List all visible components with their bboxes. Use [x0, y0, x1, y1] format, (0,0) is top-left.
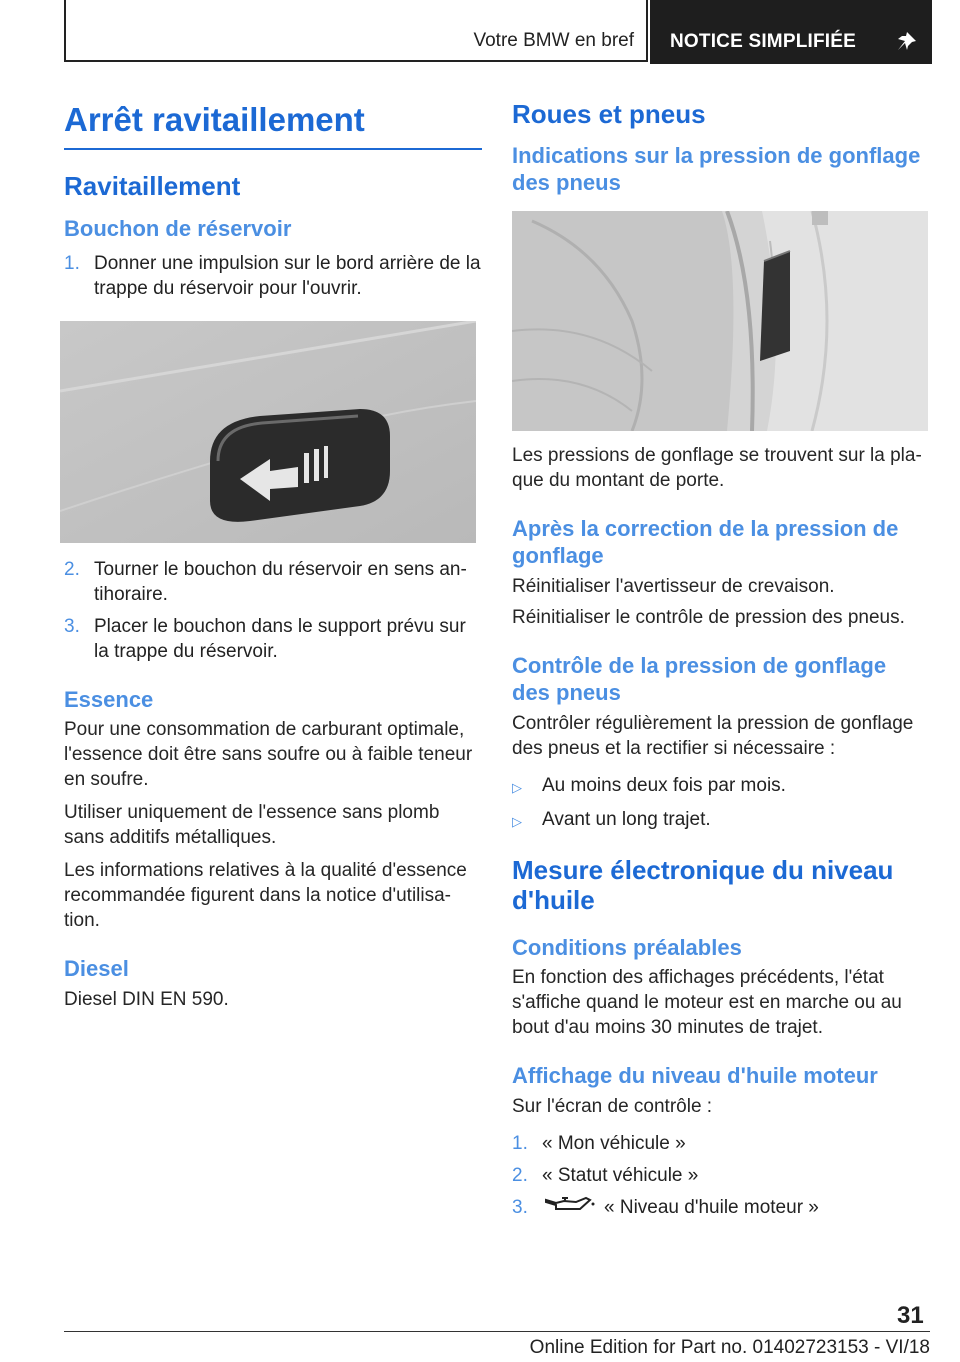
heading-controle: Contrôle de la pression de gonflage des pneus: [512, 652, 887, 706]
list-item: [64, 251, 482, 301]
oil-can-icon: [542, 1195, 596, 1215]
title-block: [64, 100, 482, 150]
page-title: Arrêt ravitaillement: [64, 101, 365, 138]
step-text: Tourner le bouchon du réservoir en sens an-tihoraire.: [94, 558, 467, 605]
step-text: « Niveau d'huile moteur »: [604, 1196, 819, 1218]
list-item: [512, 1195, 930, 1220]
list-item: [512, 1163, 930, 1188]
step-number: 3.: [64, 615, 80, 637]
essence-paragraph-2: Utiliser uniquement de l'essence sans plomb sans additifs métalliques.: [64, 802, 440, 849]
bullet-text: Au moins deux fois par mois.: [542, 774, 786, 796]
heading-affichage: Affichage du niveau d'huile moteur: [512, 1063, 878, 1089]
apres-paragraph-2: Réinitialiser le contrôle de pression des pneus.: [512, 606, 905, 628]
conditions-paragraph: En fonction des affichages précédents, l'état s'affiche quand le moteur est en marche ou au bout d'au moins 30 minutes de trajet.: [512, 967, 902, 1039]
list-item: [512, 1131, 930, 1156]
heading-bouchon: Bouchon de réservoir: [64, 216, 292, 242]
indications-paragraph: Les pressions de gonflage se trouvent sur la pla-que du montant de porte.: [512, 444, 922, 491]
step-text: « Mon véhicule »: [542, 1132, 686, 1154]
step-number: 2.: [64, 558, 80, 580]
diesel-paragraph: Diesel DIN EN 590.: [64, 988, 229, 1010]
header-chapter-tab: [650, 0, 932, 64]
heading-indications: Indications sur la pression de gonflage des pneus: [512, 142, 921, 196]
heading-ravitaillement: Ravitaillement: [64, 170, 241, 201]
list-item: [512, 773, 930, 800]
list-item: [512, 807, 930, 834]
controle-paragraph: Contrôler régulièrement la pression de gonflage des pneus et la rectifier si nécessaire :: [512, 712, 914, 759]
heading-essence: Essence: [64, 686, 154, 712]
controle-bullet-list: [512, 773, 930, 834]
right-column: [512, 100, 930, 1227]
header-section-label: Votre BMW en bref: [473, 30, 634, 51]
pin-icon: [896, 30, 918, 52]
step-number: 1.: [512, 1132, 528, 1154]
essence-paragraph-3: Les informations relatives à la qualité d'essence recommandée figurent dans la notice d'utilisa-tion.: [64, 860, 467, 932]
page-number: 31: [897, 1302, 924, 1329]
affichage-paragraph: Sur l'écran de contrôle :: [512, 1095, 713, 1117]
heading-apres: Après la correction de la pression de gonflage: [512, 515, 899, 569]
page-header: [64, 0, 932, 64]
triangle-bullet-icon: ▷: [512, 779, 522, 795]
door-pillar-photo: [512, 211, 928, 431]
left-column: [64, 100, 482, 1012]
essence-paragraph-1: Pour une consommation de carburant optimale, l'essence doit être sans soufre ou à faible teneur en soufre.: [64, 719, 473, 791]
affichage-steps-list: [512, 1131, 930, 1220]
heading-mesure: Mesure électronique du niveau d'huile: [512, 854, 894, 915]
step-text: Placer le bouchon dans le support prévu sur la trappe du réservoir.: [94, 615, 466, 662]
heading-diesel: Diesel: [64, 956, 129, 982]
step-number: 3.: [512, 1196, 528, 1218]
step-number: 1.: [64, 252, 80, 274]
footer-divider: [64, 1331, 930, 1332]
triangle-bullet-icon: ▷: [512, 813, 522, 829]
apres-paragraph-1: Réinitialiser l'avertisseur de crevaison.: [512, 575, 835, 597]
list-item: [64, 557, 482, 607]
header-section-tab: [64, 0, 648, 62]
heading-conditions: Conditions préalables: [512, 934, 742, 960]
list-item: [64, 614, 482, 664]
fuel-flap-photo: [60, 321, 476, 543]
step-number: 2.: [512, 1164, 528, 1186]
step-text: Donner une impulsion sur le bord arrière de la trappe du réservoir pour l'ouvrir.: [94, 252, 481, 299]
steps-list-a: [64, 251, 482, 301]
footer-edition: Online Edition for Part no. 01402723153 - VI/18: [529, 1337, 930, 1358]
bullet-text: Avant un long trajet.: [542, 808, 711, 830]
step-text: « Statut véhicule »: [542, 1164, 699, 1186]
steps-list-b: [64, 557, 482, 664]
header-chapter-label: NOTICE SIMPLIFIÉE: [670, 31, 857, 52]
heading-roues: Roues et pneus: [512, 99, 706, 129]
